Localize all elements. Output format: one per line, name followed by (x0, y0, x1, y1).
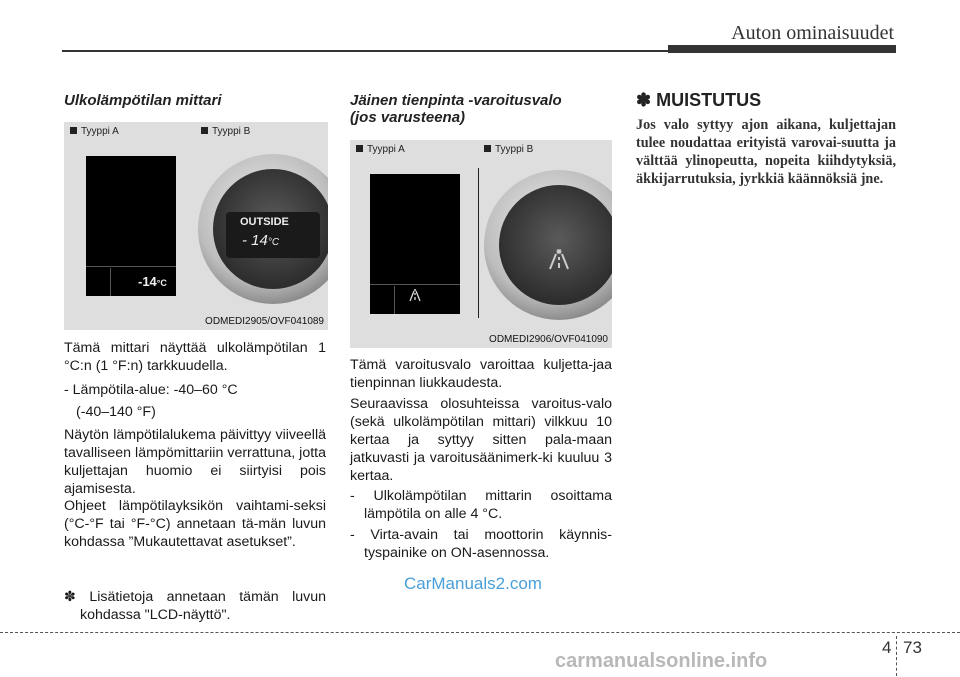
lcd-display (370, 174, 460, 314)
memo-title: ✽ MUISTUTUS (636, 90, 762, 110)
gauge-outside-label: OUTSIDE (240, 216, 289, 228)
note-lcd: ✽ Lisätietoja annetaan tämän luvun kohdassa "LCD-näyttö". (64, 589, 327, 623)
lcd-display (86, 156, 176, 296)
gauge-ice-warning (480, 166, 612, 326)
watermark-carmanualsonline: carmanualsonline.info (555, 650, 768, 672)
note-icon: ✽ (64, 589, 76, 605)
figure-code: ODMEDI2905/OVF041089 (205, 316, 324, 327)
paragraph-unit-change: Ohjeet lämpötilayksikön vaihtami-seksi (°C-°F tai °F-°C) annetaan tä-män luvun kohdassa ”Mukautettavat asetukset”. (64, 498, 326, 550)
list-item-temp-below: - Ulkolämpötilan mittarin osoittama lämpötila on alle 4 °C. (350, 488, 612, 522)
gauge-outside-temp (194, 150, 328, 310)
memo-text: Jos valo syttyy ajon aikana, kuljettajan tulee noudattaa erityistä varovai-suutta ja välttää ylinopeutta, nopeita kiihdytyksiä, äkkijarrutuksia, jyrkkiä käännöksiä jne. (636, 117, 896, 187)
gauge-temp-readout: - 14°C (242, 232, 280, 249)
section-title-ice-warning: Jäinen tienpinta -varoitusvalo (jos varusteena) (350, 92, 562, 126)
figure-code: ODMEDI2906/OVF041090 (489, 334, 608, 345)
header-title: Auton ominaisuudet (731, 22, 894, 44)
figure-label-type-a: Tyyppi A (70, 126, 119, 137)
figure-ice-warning (350, 140, 612, 348)
figure-label-type-b: Tyyppi B (484, 144, 533, 155)
figure-label-type-b: Tyyppi B (201, 126, 250, 137)
page-number: 73 (903, 638, 922, 657)
header-rule (62, 50, 668, 52)
memo-icon: ✽ (636, 90, 652, 110)
ice-road-warning-icon (546, 248, 572, 270)
footer-rule (0, 632, 960, 633)
paragraph-conditions: Seuraavissa olosuhteissa varoitus-valo (sekä ulkolämpötilan mittari) vilkkuu 10 kertaa ja syttyy sitten pala-maan jatkuvasti ja varoitusäänimerk-ki kuuluu 3 kertaa. (350, 396, 612, 484)
list-item-range-f: (-40–140 °F) (76, 404, 156, 420)
chapter-number: 4 (882, 638, 892, 657)
figure-outside-temp (64, 122, 328, 330)
section-title-outside-temp: Ulkolämpötilan mittari (64, 92, 222, 109)
paragraph-ice-warning: Tämä varoitusvalo varoittaa kuljetta-jaa tienpinnan liukkaudesta. (350, 357, 612, 391)
watermark-carmanuals2: CarManuals2.com (404, 574, 542, 593)
list-item-ignition-on: - Virta-avain tai moottorin käynnis-tyspainike on ON-asennossa. (350, 527, 612, 561)
footer-separator (896, 636, 897, 676)
gauge-display (226, 212, 320, 258)
list-item-range: - Lämpötila-alue: -40–60 °C (64, 382, 238, 398)
header-rule-thick (668, 45, 896, 53)
figure-label-type-a: Tyyppi A (356, 144, 405, 155)
paragraph-delay: Näytön lämpötilalukema päivittyy viiveellä tavalliseen lämpömittariin verrattuna, jotta kuljettajan huomio ei siirtyisi pois ajamisesta. (64, 427, 326, 497)
paragraph-precision: Tämä mittari näyttää ulkolämpötilan 1 °C:n (1 °F:n) tarkkuudella. (64, 340, 326, 374)
ice-road-warning-icon (408, 288, 422, 302)
lcd-temp-readout: -14°C (138, 274, 167, 289)
